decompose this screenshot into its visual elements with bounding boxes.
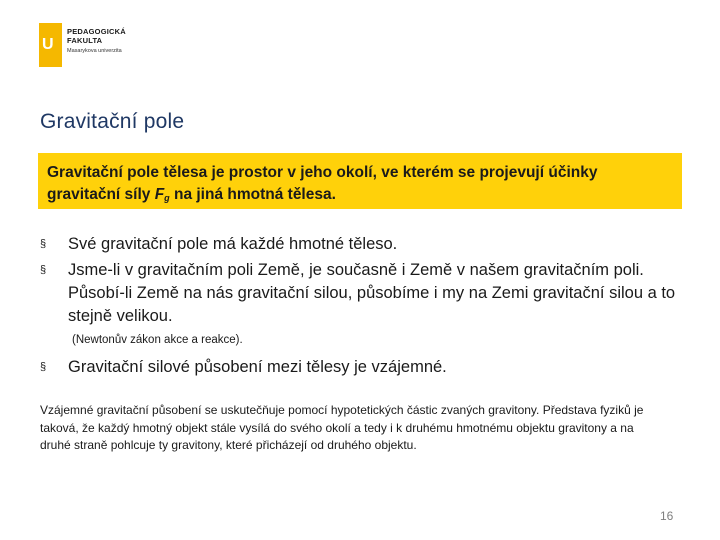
- bullet-item: [40, 233, 690, 256]
- bullet-item: [40, 259, 690, 328]
- bullet-marker: §: [40, 361, 47, 373]
- bullet-marker: §: [40, 238, 47, 250]
- bullet-list: [40, 233, 690, 379]
- law-note: (Newtonův zákon akce a reakce).: [72, 334, 243, 346]
- graviton-paragraph: Vzájemné gravitační působení se uskutečňuje pomocí hypotetických částic zvaných gravitony. Představa fyziků je taková, že každý hmotný objekt stále vysílá do svého okolí a tedy i k druhému hmotnému objektu gravitony a na druhé straně pohlcuje ty gravitony, které přicházejí od druhého objektu.: [40, 403, 644, 452]
- page-number: 16: [660, 509, 674, 523]
- bullet-item: [40, 356, 690, 379]
- definition-box: [38, 153, 682, 209]
- bullet-text: Jsme-li v gravitačním poli Země, je současně i Země v našem gravitačním poli. Působí-li Země na nás gravitační silou, působíme i my na Zemi gravitační silou a to stejně velikou.: [68, 261, 676, 325]
- bullet-text: Gravitační silové působení mezi tělesy je vzájemné.: [68, 358, 447, 376]
- university-emblem-icon: U: [39, 23, 62, 67]
- logo-line-2: FAKULTA: [67, 36, 103, 45]
- bullet-marker: §: [40, 264, 47, 276]
- logo-line-3: Masarykova univerzita: [67, 48, 122, 54]
- definition-text-start: Gravitační pole tělesa je prostor v jeho okolí, ve kterém se projevují účinky gravitační síly: [47, 164, 598, 203]
- slide-title: Gravitační pole: [40, 110, 185, 133]
- definition-text-end: na jiná hmotná tělesa.: [169, 186, 336, 203]
- force-subscript: g: [164, 193, 170, 203]
- logo-text: [67, 27, 126, 56]
- force-symbol: F: [154, 186, 165, 203]
- logo-line-1: PEDAGOGICKÁ: [67, 27, 126, 36]
- bullet-text: Své gravitační pole má každé hmotné těleso.: [68, 235, 398, 253]
